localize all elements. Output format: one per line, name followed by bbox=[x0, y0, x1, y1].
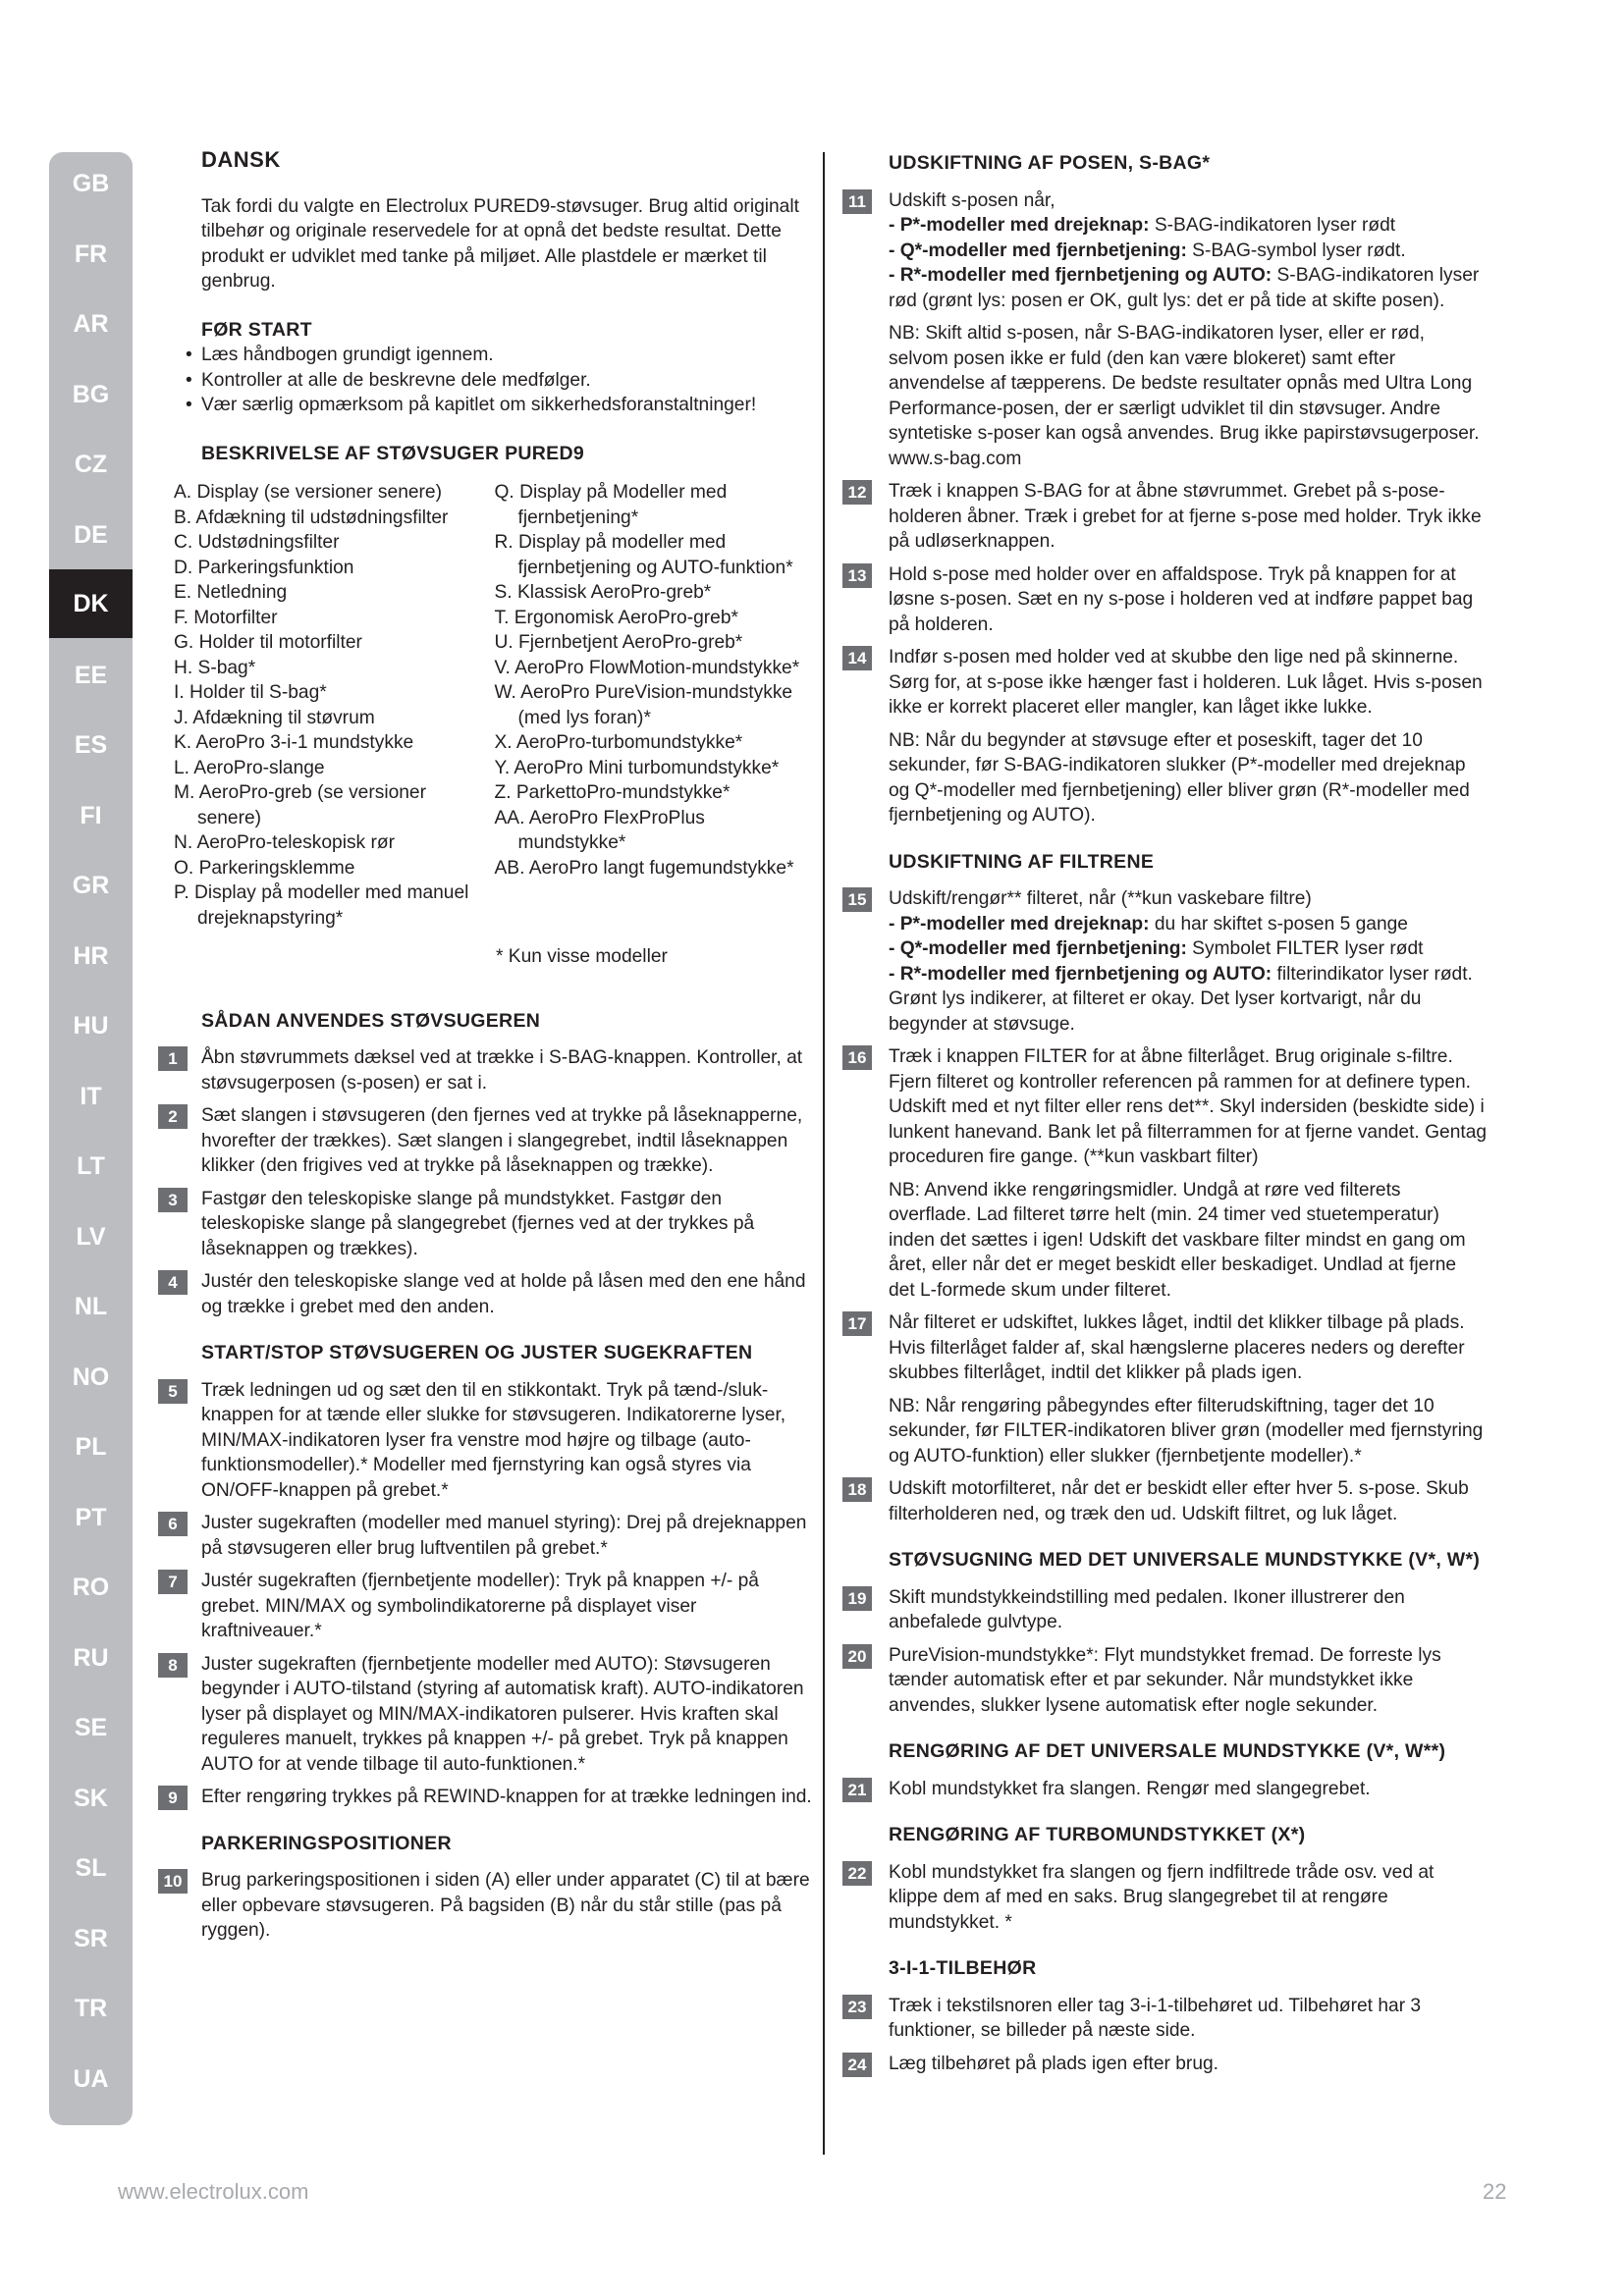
step-number: 4 bbox=[158, 1270, 188, 1295]
universal-heading: STØVSUGNING MED DET UNIVERSALE MUNDSTYKKE (V*, W*) bbox=[889, 1549, 1481, 1571]
step-22 bbox=[835, 1860, 1488, 1936]
step-number: 17 bbox=[842, 1311, 872, 1336]
cleaning-universal-steps bbox=[835, 1777, 1488, 1802]
step-text: Justér den teleskopiske slange ved at holde på låsen med den ene hånd og trække i grebet med den anden. bbox=[201, 1271, 806, 1317]
step-11-lines bbox=[889, 213, 1488, 313]
step-text: Læg tilbehøret på plads igen efter brug. bbox=[889, 2053, 1218, 2074]
step-number: 16 bbox=[842, 1045, 872, 1070]
step-10 bbox=[163, 1868, 815, 1944]
step-number: 12 bbox=[842, 480, 872, 505]
step-text: Når filteret er udskiftet, lukkes låget, indtil det klikker tilbage på plads. Hvis filterlåget falder af, skal hængslerne placeres neders og derefter skubbes filterlåget, indtil det klikker på plads igen. bbox=[889, 1312, 1465, 1383]
parking-heading: PARKERINGSPOSITIONER bbox=[201, 1832, 452, 1854]
language-tab-sl[interactable]: SL bbox=[75, 1854, 107, 1882]
list-item: • Kontroller at alle de beskrevne dele medfølger. bbox=[186, 368, 815, 394]
step-4 bbox=[168, 1269, 815, 1319]
language-tab-ee[interactable]: EE bbox=[74, 661, 108, 689]
step-text: Juster sugekraften (modeller med manuel styring): Drej på drejeknappen på støvsugeren eller brug luftventilen på grebet.* bbox=[201, 1513, 807, 1559]
step-24 bbox=[835, 2052, 1488, 2077]
step-text: Kobl mundstykket fra slangen. Rengør med slangegrebet. bbox=[889, 1778, 1371, 1799]
accessory-heading: 3-I-1-TILBEHØR bbox=[889, 1957, 1037, 1979]
language-tab-ru[interactable]: RU bbox=[73, 1643, 109, 1672]
step-text: PureVision-mundstykke*: Flyt mundstykket fremad. De forreste lys tænder automatisk efter et par sekunder. Når mundstykket ikke anvendes, slukker lysene automatisk efter nogle sekunder. bbox=[889, 1644, 1441, 1716]
language-tab-nl[interactable]: NL bbox=[74, 1293, 108, 1320]
sbag-steps bbox=[835, 479, 1488, 721]
language-tab-pt[interactable]: PT bbox=[75, 1503, 107, 1531]
part-item: J. Afdækning til støvrum bbox=[174, 707, 375, 728]
step-number: 14 bbox=[842, 646, 872, 670]
parts-column-2 bbox=[495, 480, 816, 931]
cleaning-turbo-steps bbox=[835, 1860, 1488, 1936]
step-number: 2 bbox=[158, 1104, 188, 1129]
filters-note-17: NB: Når rengøring påbegyndes efter filterudskiftning, tager det 10 sekunder, før FILTER-indikatoren bliver grøn (modeller med fjernstyring og AUTO-funktion) eller slukker (fjernbetjente modeller).* bbox=[889, 1395, 1484, 1467]
description-heading: BESKRIVELSE AF STØVSUGER PURED9 bbox=[201, 442, 584, 464]
part-item: S. Klassisk AeroPro-greb* bbox=[494, 582, 712, 603]
universal-steps bbox=[835, 1585, 1488, 1719]
part-item: U. Fjernbetjent AeroPro-greb* bbox=[494, 632, 743, 653]
step-text: Fastgør den teleskopiske slange på mundstykket. Fastgør den teleskopiske slange på slangegrebet (fjernes ved at der trykkes på låseknappen og trækkes). bbox=[201, 1188, 755, 1259]
language-title: DANSK bbox=[201, 147, 281, 172]
cleaning-turbo-heading: RENGØRING AF TURBOMUNDSTYKKET (X*) bbox=[889, 1824, 1306, 1845]
step-number: 8 bbox=[158, 1653, 188, 1678]
part-item: I. Holder til S-bag* bbox=[174, 682, 327, 703]
part-item: G. Holder til motorfilter bbox=[174, 632, 362, 653]
filters-note-16: NB: Anvend ikke rengøringsmidler. Undgå at røre ved filterets overflade. Lad filteret tørre helt (min. 24 timer ved stuetemperatur) inden det sættes i igen! Udskift det vaskbare filter mindst en gang om året, eller når det er meget beskidt eller beskadiget. Undlad at fjerne det L-formede skum under filteret. bbox=[889, 1179, 1466, 1301]
step-text: Justér sugekraften (fjernbetjente modeller): Tryk på knappen +/- på grebet. MIN/MAX og symbolindikatorerne på displayet viser kraftniveauer.* bbox=[201, 1571, 759, 1641]
step-8 bbox=[168, 1652, 815, 1778]
step-text: Åbn støvrummets dæksel ved at trække i S-BAG-knappen. Kontroller, at støvsugerposen (s-posen) er sat i. bbox=[201, 1047, 803, 1094]
step-number: 22 bbox=[842, 1861, 872, 1886]
before-start-heading: FØR START bbox=[201, 318, 312, 341]
step-text: Udskift/rengør** filteret, når (**kun vaskebare filtre) bbox=[889, 888, 1312, 909]
step-15 bbox=[835, 886, 1488, 1037]
part-item: P. Display på modeller med manuel drejeknapstyring* bbox=[174, 882, 469, 929]
step-2 bbox=[168, 1103, 815, 1179]
language-sidebar bbox=[49, 152, 133, 2125]
step-15-lines bbox=[889, 912, 1488, 1038]
model-line: - R*-modeller med fjernbetjening og AUTO: S-BAG-indikatoren lyser rød (grønt lys: posen er OK, gult lys: det er på tide at skifte posen). bbox=[889, 265, 1480, 311]
sbag-note-1: NB: Skift altid s-posen, når S-BAG-indikatoren lyser, eller er rød, selvom posen ikke er fuld (den kan være blokeret) samt efter anvendelse af tæpperens. De bedste resultater opnås med Ultra Long Performance-posen, der er særligt udviklet til din støvsuger. Andre syntetiske s-poser kan også anvendes. Brug ikke papirstøvsugerposer. www.s-bag.com bbox=[889, 323, 1480, 469]
accessory-steps bbox=[835, 1994, 1488, 2077]
model-line: - Q*-modeller med fjernbetjening: S-BAG-symbol lyser rødt. bbox=[889, 240, 1406, 261]
usage-heading: SÅDAN ANVENDES STØVSUGEREN bbox=[201, 1009, 541, 1032]
footer-url[interactable]: www.electrolux.com bbox=[118, 2179, 309, 2204]
language-tab-ar[interactable]: AR bbox=[73, 310, 109, 338]
intro-text: Tak fordi du valgte en Electrolux PURED9-støvsuger. Brug altid originalt tilbehør og originale reservedele for at opnå det bedste resultat. Dette produkt er udviklet med tanke på miljøet. Alle plastdele er mærket til genbrug. bbox=[201, 195, 799, 292]
part-item: E. Netledning bbox=[174, 582, 288, 603]
step-number: 23 bbox=[842, 1995, 872, 2019]
step-number: 9 bbox=[158, 1786, 188, 1810]
filters-heading: UDSKIFTNING AF FILTRENE bbox=[889, 850, 1155, 873]
step-text: Udskift s-posen når, bbox=[889, 189, 1056, 211]
step-7 bbox=[168, 1569, 815, 1644]
step-5 bbox=[168, 1378, 815, 1504]
step-text: Skift mundstykkeindstilling med pedalen. Ikoner illustrerer den anbefalede gulvtype. bbox=[889, 1586, 1405, 1632]
step-16 bbox=[835, 1044, 1488, 1170]
part-item: M. AeroPro-greb (se versioner senere) bbox=[174, 782, 426, 828]
step-number: 10 bbox=[158, 1869, 188, 1894]
step-text: Efter rengøring trykkes på REWIND-knappen for at trække ledningen ind. bbox=[201, 1787, 812, 1807]
step-text: Træk i knappen S-BAG for at åbne støvrummet. Grebet på s-pose-holderen åbner. Træk i grebet for at fjerne s-pose med holder. Tryk ikke på udløserknappen. bbox=[889, 481, 1482, 552]
step-text: Indfør s-posen med holder ved at skubbe den lige ned på skinnerne. Sørg for, at s-pose ikke hænger fast i holderen. Luk låget. Hvis s-posen ikke er korrekt placeret eller mangler, kan låget ikke lukke. bbox=[889, 647, 1483, 718]
model-line: - R*-modeller med fjernbetjening og AUTO: filterindikator lyser rødt. Grønt lys indikerer, at filteret er okay. Det lyser kortvarigt, når du begynder at støvsuge. bbox=[889, 963, 1473, 1035]
language-tab-ro[interactable]: RO bbox=[72, 1574, 110, 1601]
part-item: C. Udstødningsfilter bbox=[174, 532, 340, 553]
step-text: Sæt slangen i støvsugeren (den fjernes ved at trykke på låseknapperne, hvorefter der trækkes). Sæt slangen i slangegrebet, indtil låseknappen klikker (den frigives ved at trykke på låseknappen og trække). bbox=[201, 1105, 803, 1176]
part-item: K. AeroPro 3-i-1 mundstykke bbox=[174, 732, 414, 753]
step-text: Hold s-pose med holder over en affaldspose. Tryk på knappen for at løsne s-posen. Sæt en ny s-pose i holderen ved at indføre pappet bag på holderen. bbox=[889, 563, 1474, 635]
parking-steps bbox=[163, 1868, 815, 1944]
step-13 bbox=[835, 562, 1488, 638]
step-text: Kobl mundstykket fra slangen og fjern indfiltrede tråde osv. ved at klippe dem af med en saks. Brug slangegrebet til at rengøre mundstykket. * bbox=[889, 1861, 1435, 1933]
language-tab-tr[interactable]: TR bbox=[74, 1995, 108, 2022]
before-start-list bbox=[172, 343, 815, 418]
step-text: Brug parkeringspositionen i siden (A) eller under apparatet (C) til at bære eller opbevare støvsugeren. På bagsiden (B) når du står stille (pas på ryggen). bbox=[201, 1870, 810, 1941]
step-14 bbox=[835, 645, 1488, 721]
step-number: 5 bbox=[158, 1379, 188, 1404]
parts-list bbox=[174, 480, 815, 931]
language-tab-gb[interactable]: GB bbox=[72, 170, 110, 197]
step-number: 21 bbox=[842, 1778, 872, 1802]
language-tab-sk[interactable]: SK bbox=[74, 1784, 108, 1812]
part-item: V. AeroPro FlowMotion-mundstykke* bbox=[494, 657, 800, 678]
page-number: 22 bbox=[1483, 2179, 1507, 2204]
parts-column-1 bbox=[174, 480, 495, 931]
part-item: T. Ergonomisk AeroPro-greb* bbox=[494, 607, 738, 628]
step-9 bbox=[168, 1785, 815, 1810]
part-item: O. Parkeringsklemme bbox=[174, 857, 355, 879]
step-number: 19 bbox=[842, 1586, 872, 1611]
usage-steps bbox=[168, 1045, 815, 1319]
model-line: - P*-modeller med drejeknap: S-BAG-indikatoren lyser rødt bbox=[889, 215, 1396, 236]
step-17 bbox=[835, 1310, 1488, 1386]
step-12 bbox=[835, 479, 1488, 555]
part-item: AA. AeroPro FlexProPlus mundstykke* bbox=[494, 807, 705, 853]
step-number: 11 bbox=[842, 189, 872, 214]
language-tab-fi[interactable]: FI bbox=[80, 801, 102, 829]
right-column bbox=[835, 147, 1488, 2084]
step-23 bbox=[835, 1994, 1488, 2044]
language-tab-sr[interactable]: SR bbox=[74, 1924, 108, 1952]
step-text: Træk ledningen ud og sæt den til en stikkontakt. Tryk på tænd-/sluk-knappen for at tænde eller slukke for støvsugeren. Indikatorerne lyser, MIN/MAX-indikatoren lyser fra venstre mod højre og tilbage (auto-funktionsmodeller).* Modeller med fjernstyring kan også styres via ON/OFF-knappen på grebet.* bbox=[201, 1379, 786, 1501]
language-tab-no[interactable]: NO bbox=[72, 1362, 110, 1391]
part-item: F. Motorfilter bbox=[174, 607, 278, 628]
list-item: • Læs håndbogen grundigt igennem. bbox=[186, 343, 815, 368]
step-1 bbox=[168, 1045, 815, 1095]
language-tab-de[interactable]: DE bbox=[74, 520, 108, 549]
part-item: Y. AeroPro Mini turbomundstykke* bbox=[494, 757, 780, 778]
part-item: H. S-bag* bbox=[174, 657, 256, 678]
language-tab-hr[interactable]: HR bbox=[73, 941, 109, 970]
language-tab-hu[interactable]: HU bbox=[73, 1012, 109, 1040]
language-tab-lt[interactable]: LT bbox=[77, 1152, 105, 1180]
step-19 bbox=[835, 1585, 1488, 1635]
step-20 bbox=[835, 1643, 1488, 1719]
part-item: A. Display (se versioner senere) bbox=[174, 482, 442, 503]
language-tab-bg[interactable]: BG bbox=[72, 380, 110, 408]
language-tab-pl[interactable]: PL bbox=[75, 1433, 107, 1461]
language-tab-gr[interactable]: GR bbox=[72, 872, 110, 899]
sbag-heading: UDSKIFTNING AF POSEN, S-BAG* bbox=[889, 152, 1211, 174]
step-6 bbox=[168, 1511, 815, 1561]
sbag-note-2: NB: Når du begynder at støvsuge efter et poseskift, tager det 10 sekunder, før S-BAG-indikatoren slukker (P*-modeller med drejeknap og Q*-modeller med fjernbetjening) eller bliver grøn (R*-modeller med fjernbetjening og AUTO). bbox=[889, 729, 1470, 826]
step-3 bbox=[168, 1187, 815, 1262]
step-21 bbox=[835, 1777, 1488, 1802]
column-divider bbox=[823, 152, 825, 2155]
part-item: AB. AeroPro langt fugemundstykke* bbox=[494, 857, 794, 879]
step-number: 1 bbox=[158, 1046, 188, 1071]
part-item: N. AeroPro-teleskopisk rør bbox=[174, 832, 395, 853]
models-footnote: * Kun visse modeller bbox=[496, 946, 668, 967]
step-number: 13 bbox=[842, 563, 872, 588]
language-tab-it[interactable]: IT bbox=[80, 1082, 102, 1110]
step-text: Udskift motorfilteret, når det er beskidt eller efter hver 5. s-pose. Skub filterholderen ned, og træk den ud. Udskift filtret, og luk låget. bbox=[889, 1478, 1469, 1524]
startstop-heading: START/STOP STØVSUGEREN OG JUSTER SUGEKRAFTEN bbox=[201, 1342, 753, 1363]
part-item: W. AeroPro PureVision-mundstykke (med lys foran)* bbox=[494, 682, 793, 728]
step-18 bbox=[835, 1476, 1488, 1526]
list-item: • Vær særlig opmærksom på kapitlet om sikkerhedsforanstaltninger! bbox=[186, 393, 815, 418]
step-number: 20 bbox=[842, 1644, 872, 1669]
step-number: 6 bbox=[158, 1512, 188, 1536]
step-number: 15 bbox=[842, 887, 872, 912]
model-line: - P*-modeller med drejeknap: du har skiftet s-posen 5 gange bbox=[889, 913, 1408, 934]
part-item: D. Parkeringsfunktion bbox=[174, 557, 354, 578]
part-item: L. AeroPro-slange bbox=[174, 757, 325, 778]
part-item: X. AeroPro-turbomundstykke* bbox=[494, 732, 743, 753]
language-tab-se[interactable]: SE bbox=[74, 1714, 108, 1741]
language-tab-es[interactable]: ES bbox=[74, 731, 108, 759]
step-11 bbox=[835, 188, 1488, 314]
language-tab-ua[interactable]: UA bbox=[73, 2064, 109, 2093]
step-text: Træk i tekstilsnoren eller tag 3-i-1-tilbehøret ud. Tilbehøret har 3 funktioner, se billeder på næste side. bbox=[889, 1995, 1422, 2041]
cleaning-universal-heading: RENGØRING AF DET UNIVERSALE MUNDSTYKKE (V*, W**) bbox=[889, 1740, 1446, 1762]
step-text: Træk i knappen FILTER for at åbne filterlåget. Brug originale s-filtre. Fjern filteret og kontroller referencen på rammen for at definere typen. Udskift med et nyt filter eller rens det**. Skyl indersiden (beskidte side) i lunkent hanevand. Bank let på filterrammen for at fjerne vandet. Gentag proceduren fire gange. (**kun vaskbart filter) bbox=[889, 1046, 1488, 1167]
step-text: Juster sugekraften (fjernbetjente modeller med AUTO): Støvsugeren begynder i AUTO-tilstand (styring af automatisk kraft). AUTO-indikatoren lyser på displayet og MIN/MAX-indikatoren pulserer. Hvis kraften skal reguleres manuelt, trykkes på knappen +/- på grebet. Tryk på knappen AUTO for at vende tilbage til auto-funktionen.* bbox=[201, 1653, 804, 1775]
part-item: Z. ParkettoPro-mundstykke* bbox=[494, 782, 731, 803]
step-number: 18 bbox=[842, 1477, 872, 1502]
step-number: 3 bbox=[158, 1188, 188, 1212]
startstop-steps bbox=[168, 1378, 815, 1810]
language-tab-cz[interactable]: CZ bbox=[74, 451, 108, 478]
language-tab-fr[interactable]: FR bbox=[74, 240, 108, 268]
step-number: 7 bbox=[158, 1570, 188, 1594]
part-item: B. Afdækning til udstødningsfilter bbox=[174, 507, 449, 528]
language-tab-dk[interactable]: DK bbox=[49, 569, 133, 638]
language-tab-lv[interactable]: LV bbox=[76, 1222, 106, 1251]
model-line: - Q*-modeller med fjernbetjening: Symbolet FILTER lyser rødt bbox=[889, 938, 1424, 959]
left-column bbox=[163, 147, 815, 1951]
part-item: Q. Display på Modeller med fjernbetjening* bbox=[494, 482, 728, 528]
step-number: 24 bbox=[842, 2053, 872, 2077]
part-item: R. Display på modeller med fjernbetjening og AUTO-funktion* bbox=[494, 532, 793, 578]
